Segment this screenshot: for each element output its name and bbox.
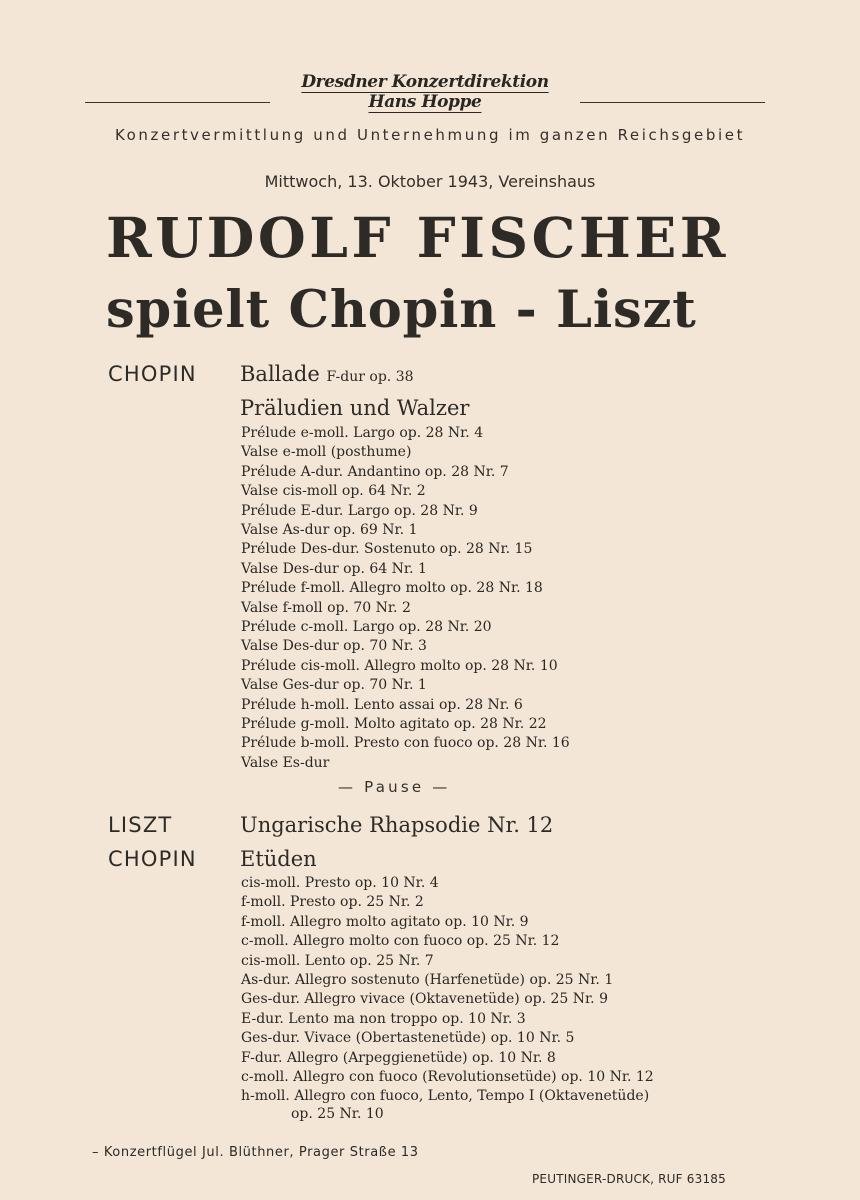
program-subtitle: spielt Chopin - Liszt	[106, 280, 697, 340]
program-item: cis-moll. Presto op. 10 Nr. 4	[241, 875, 439, 891]
composer-label: CHOPIN	[108, 362, 197, 386]
program-item: E-dur. Lento ma non troppo op. 10 Nr. 3	[241, 1010, 526, 1027]
program-item: Ges-dur. Allegro vivace (Oktavenetüde) op. 25 Nr. 9	[241, 991, 608, 1008]
program-item: Prélude E-dur. Largo op. 28 Nr. 9	[241, 502, 478, 519]
program-item: As-dur. Allegro sostenuto (Harfenetüde) op. 25 Nr. 1	[241, 972, 614, 988]
intermission-label: — Pause —	[338, 778, 451, 796]
program-item: Prélude g-moll. Molto agitato op. 28 Nr. 22	[241, 716, 547, 732]
program-item: f-moll. Allegro molto agitato op. 10 Nr. 9	[241, 913, 529, 930]
program-item: c-moll. Allegro con fuoco (Revolutionsetüde) op. 10 Nr. 12	[241, 1069, 654, 1085]
printer-credit: PEUTINGER-DRUCK, RUF 63185	[532, 1172, 726, 1186]
program-item: Valse e-moll (posthume)	[241, 444, 412, 461]
agency-name: Dresdner Konzertdirektion Hans Hoppe	[301, 72, 549, 112]
group-heading-etudes: Etüden	[240, 847, 317, 871]
program-item: f-moll. Presto op. 25 Nr. 2	[241, 894, 424, 911]
header-rule-right	[580, 102, 765, 103]
ballade-title: Ballade	[240, 362, 320, 386]
program-item: Valse Des-dur op. 64 Nr. 1	[241, 560, 427, 577]
composer-label: LISZT	[108, 813, 173, 837]
work-rhapsody: Ungarische Rhapsodie Nr. 12	[240, 813, 554, 837]
ballade-key: F-dur op. 38	[326, 369, 414, 385]
agency-tagline: Konzertvermittlung und Unternehmung im ganzen Reichsgebiet	[114, 126, 746, 144]
program-item: Prélude Des-dur. Sostenuto op. 28 Nr. 15	[241, 541, 533, 558]
program-item: h-moll. Allegro con fuoco, Lento, Tempo I (Oktavenetüde)	[241, 1088, 650, 1105]
program-item: Valse Es-dur	[241, 754, 330, 771]
header-row	[85, 68, 765, 114]
program-item: Prélude b-moll. Presto con fuoco op. 28 Nr. 16	[241, 735, 570, 752]
program-item: Valse As-dur op. 69 Nr. 1	[241, 522, 418, 538]
program-item: Valse f-moll op. 70 Nr. 2	[241, 599, 411, 616]
program-item: Ges-dur. Vivace (Obertastenetüde) op. 10 Nr. 5	[241, 1030, 575, 1047]
program-item: Prélude c-moll. Largo op. 28 Nr. 20	[241, 619, 492, 635]
program-item: Prélude h-moll. Lento assai op. 28 Nr. 6	[241, 696, 523, 713]
program-item: Prélude A-dur. Andantino op. 28 Nr. 7	[241, 463, 509, 480]
program-item: Valse Ges-dur op. 70 Nr. 1	[241, 677, 427, 694]
performer-name: RUDOLF FISCHER	[106, 205, 730, 270]
date-venue: Mittwoch, 13. Oktober 1943, Vereinshaus	[264, 172, 596, 191]
program-item: Prélude f-moll. Allegro molto op. 28 Nr. 18	[241, 580, 543, 597]
program-item: Prélude cis-moll. Allegro molto op. 28 Nr. 10	[241, 657, 558, 674]
piano-credit: – Konzertflügel Jul. Blüthner, Prager Straße 13	[92, 1145, 419, 1160]
program-item: F-dur. Allegro (Arpeggienetüde) op. 10 Nr. 8	[241, 1049, 556, 1066]
program-item: c-moll. Allegro molto con fuoco op. 25 Nr. 12	[241, 933, 560, 950]
program-item: cis-moll. Lento op. 25 Nr. 7	[241, 952, 434, 969]
header-rule-left	[85, 102, 270, 103]
work-ballade	[240, 360, 414, 391]
group-heading-preludes-waltzes: Präludien und Walzer	[240, 396, 470, 420]
composer-label: CHOPIN	[108, 847, 197, 871]
program-item: Prélude e-moll. Largo op. 28 Nr. 4	[241, 425, 484, 441]
program-item: Valse cis-moll op. 64 Nr. 2	[241, 483, 426, 500]
program-item: Valse Des-dur op. 70 Nr. 3	[241, 638, 427, 655]
program-item-continuation: op. 25 Nr. 10	[291, 1106, 384, 1122]
